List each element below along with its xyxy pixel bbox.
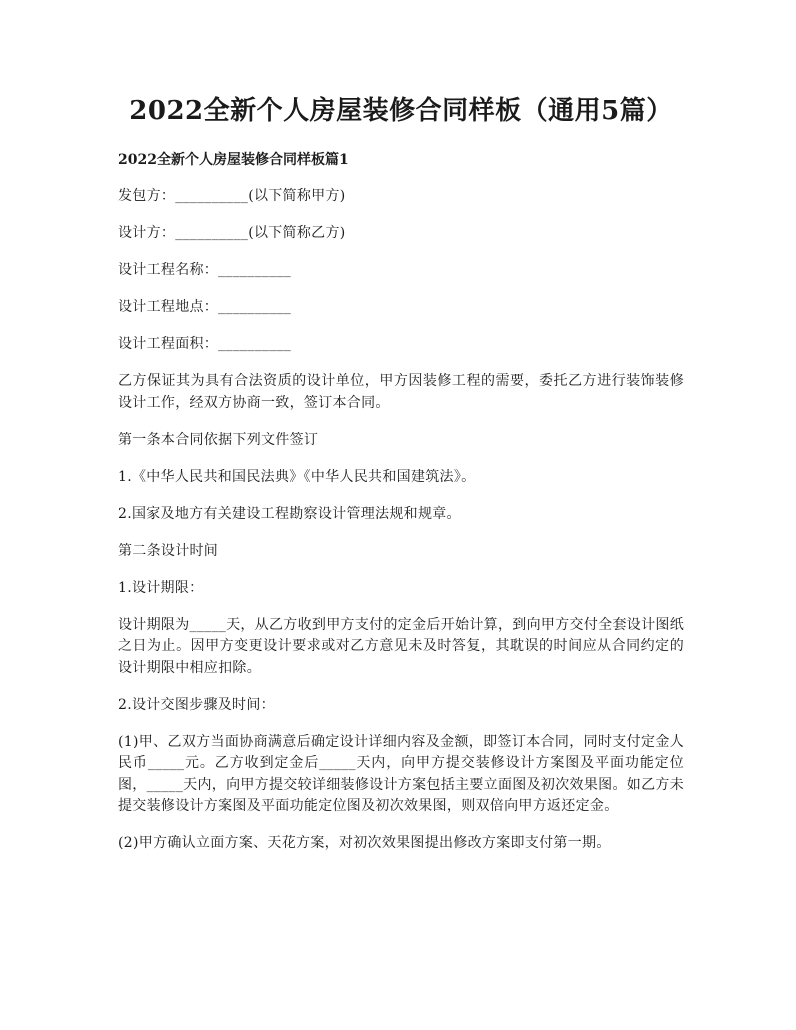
article-2-heading: 第二条设计时间	[118, 542, 219, 559]
project-name-line: 设计工程名称：__________	[118, 262, 292, 278]
section-heading: 2022全新个人房屋装修合同样板篇1	[118, 152, 349, 168]
document-page	[118, 90, 684, 870]
article-2-item-2: 2.设计交图步骤及时间：	[118, 696, 275, 713]
project-location-line: 设计工程地点：__________	[118, 299, 292, 315]
party-b-line: 设计方：__________(以下简称乙方)	[118, 225, 346, 241]
article-1-item-1: 1.《中华人民共和国民法典》《中华人民共和国建筑法》。	[118, 468, 476, 485]
intro-paragraph: 乙方保证其为具有合法资质的设计单位，甲方因装修工程的需要，委托乙方进行装饰装修设计工作，经双方协商一致，签订本合同。	[118, 373, 684, 411]
article-2-item-1: 1.设计期限：	[118, 579, 204, 596]
article-1-item-2: 2.国家及地方有关建设工程勘察设计管理法规和规章。	[118, 505, 461, 522]
delivery-step-1: (1)甲、乙双方当面协商满意后确定设计详细内容及金额，即签订本合同，同时支付定金人民币_____元。乙方收到定金后_____天内，向甲方提交装修设计方案图及平面功能定位图，_____天内，向甲方提交较详细装修设计方案包括主要立面图及初次效果图。如乙方未提交装修设计方案图及平面功能定位图及初次效果图，则双倍向甲方返还定金。	[118, 733, 684, 814]
party-a-line: 发包方：__________(以下简称甲方)	[118, 188, 346, 204]
project-area-line: 设计工程面积：__________	[118, 336, 292, 352]
document-title: 2022全新个人房屋装修合同样板（通用5篇）	[129, 96, 673, 126]
article-1-heading: 第一条本合同依据下列文件签订	[118, 431, 319, 448]
delivery-step-2: (2)甲方确认立面方案、天花方案，对初次效果图提出修改方案即支付第一期。	[118, 835, 611, 851]
design-period-paragraph: 设计期限为_____天，从乙方收到甲方支付的定金后开始计算，到向甲方交付全套设计图纸之日为止。因甲方变更设计要求或对乙方意见未及时答复，其耽误的时间应从合同约定的设计期限中相应扣除。	[118, 616, 684, 676]
